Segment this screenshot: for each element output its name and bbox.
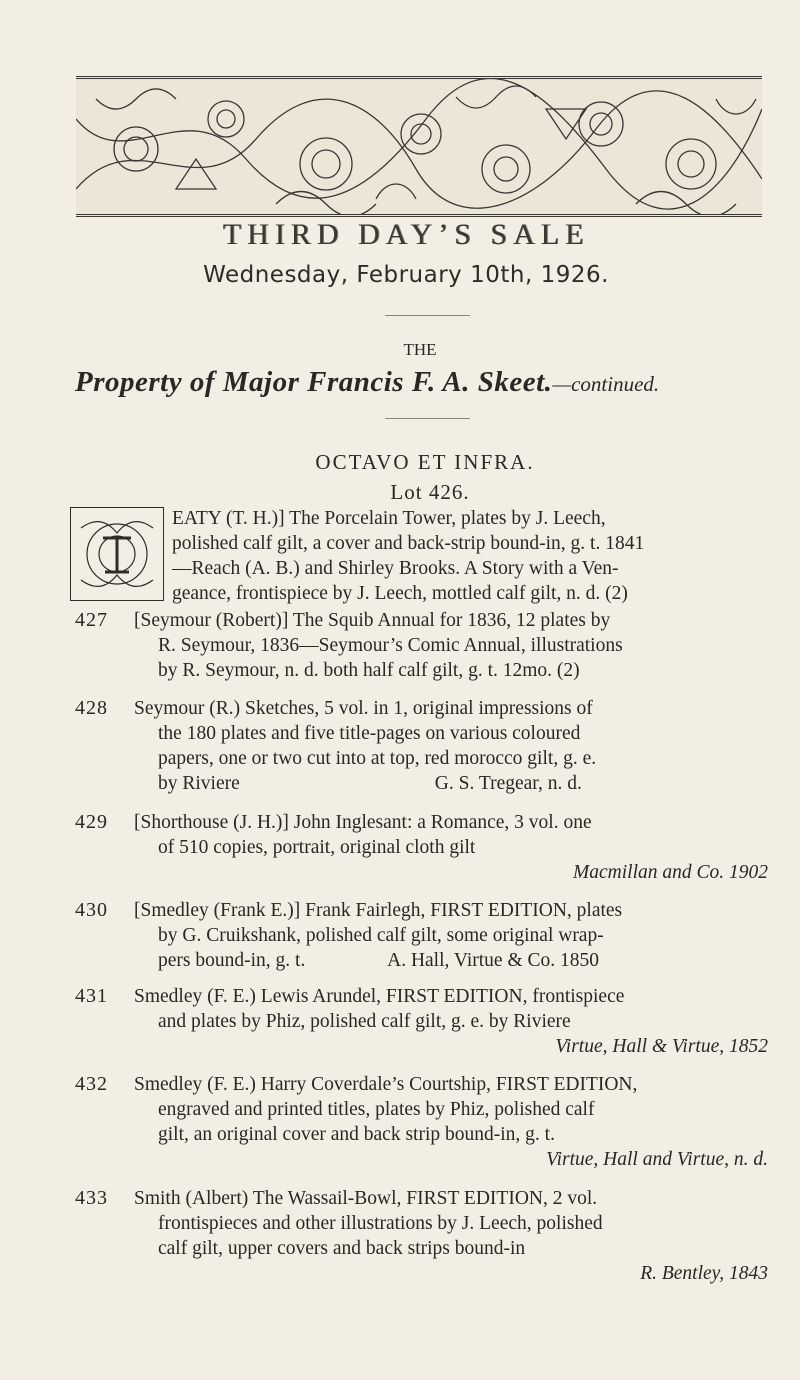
lot-number: 431	[75, 985, 108, 1007]
lot-description	[134, 608, 774, 683]
lot-number: 433	[75, 1187, 108, 1209]
lot-line: Smedley (F. E.) Harry Coverdale’s Courtship, FIRST EDITION,	[134, 1074, 638, 1095]
lot-publisher: Virtue, Hall and Virtue, n. d.	[546, 1149, 768, 1170]
lot-line: and plates by Phiz, polished calf gilt, g. e. by Riviere	[158, 1011, 571, 1032]
lot-line: geance, frontispiece by J. Leech, mottled calf gilt, n. d. (2)	[172, 583, 628, 604]
lot-line: by G. Cruikshank, polished calf gilt, some original wrap-	[158, 925, 604, 946]
lot-line: papers, one or two cut into at top, red morocco gilt, g. e.	[158, 748, 597, 769]
divider	[385, 418, 470, 419]
ornamental-initial-icon	[71, 508, 163, 600]
lot-line: EATY (T. H.)] The Porcelain Tower, plates by J. Leech,	[172, 508, 606, 529]
lot-line: Smedley (F. E.) Lewis Arundel, FIRST EDITION, frontispiece	[134, 986, 625, 1007]
lot-publisher: Virtue, Hall & Virtue, 1852	[555, 1036, 768, 1057]
lot-line: Seymour (R.) Sketches, 5 vol. in 1, original impressions of	[134, 698, 593, 719]
lot-line: —Reach (A. B.) and Shirley Brooks. A Story with a Ven-	[172, 558, 619, 579]
lot-line: gilt, an original cover and back strip bound-in, g. t.	[158, 1124, 555, 1145]
floral-ornament-icon	[76, 79, 762, 214]
lot-publisher: Macmillan and Co. 1902	[573, 862, 768, 883]
lot-description	[134, 696, 774, 796]
lot-description	[172, 506, 774, 606]
lot-line: frontispieces and other illustrations by J. Leech, polished	[158, 1213, 603, 1234]
lot-number: 430	[75, 899, 108, 921]
property-heading	[75, 366, 795, 399]
lot-line: [Seymour (Robert)] The Squib Annual for 1836, 12 plates by	[134, 610, 611, 631]
lot-number: 427	[75, 609, 108, 631]
lot-line: R. Seymour, 1836—Seymour’s Comic Annual, illustrations	[158, 635, 623, 656]
lot-number: 432	[75, 1073, 108, 1095]
lot-description	[134, 984, 774, 1059]
divider	[385, 315, 470, 316]
sale-date: Wednesday, February 10th, 1926.	[203, 262, 609, 288]
lot-line: Smith (Albert) The Wassail-Bowl, FIRST EDITION, 2 vol.	[134, 1188, 598, 1209]
lot-description	[134, 1186, 774, 1286]
the-label: THE	[403, 340, 437, 359]
lot-heading: Lot 426.	[390, 480, 470, 504]
lot-description	[134, 1072, 774, 1172]
lot-line: calf gilt, upper covers and back strips bound-in	[158, 1238, 526, 1259]
lot-description	[134, 898, 774, 973]
lot-line: of 510 copies, portrait, original cloth gilt	[158, 837, 476, 858]
lot-number: 429	[75, 811, 108, 833]
sale-title: THIRD DAY’S SALE	[222, 218, 590, 251]
lot-line: pers bound-in, g. t. A. Hall, Virtue & Co. 1850	[158, 950, 599, 971]
ornamental-header-banner	[76, 76, 762, 217]
lot-line: by Riviere G. S. Tregear, n. d.	[158, 773, 582, 794]
property-name: Property of Major Francis F. A. Skeet.	[75, 366, 553, 398]
lot-line: [Shorthouse (J. H.)] John Inglesant: a Romance, 3 vol. one	[134, 812, 592, 833]
lot-line: polished calf gilt, a cover and back-strip bound-in, g. t. 1841	[172, 533, 645, 554]
section-heading: OCTAVO ET INFRA.	[315, 450, 535, 474]
decorated-initial	[70, 507, 164, 601]
lot-publisher: R. Bentley, 1843	[640, 1263, 768, 1284]
lot-line: the 180 plates and five title-pages on various coloured	[158, 723, 581, 744]
lot-description	[134, 810, 774, 885]
lot-line: by R. Seymour, n. d. both half calf gilt, g. t. 12mo. (2)	[158, 660, 580, 681]
lot-line: engraved and printed titles, plates by Phiz, polished calf	[158, 1099, 595, 1120]
lot-number: 428	[75, 697, 108, 719]
continued-label: —continued.	[552, 372, 660, 396]
lot-line: [Smedley (Frank E.)] Frank Fairlegh, FIRST EDITION, plates	[134, 900, 623, 921]
